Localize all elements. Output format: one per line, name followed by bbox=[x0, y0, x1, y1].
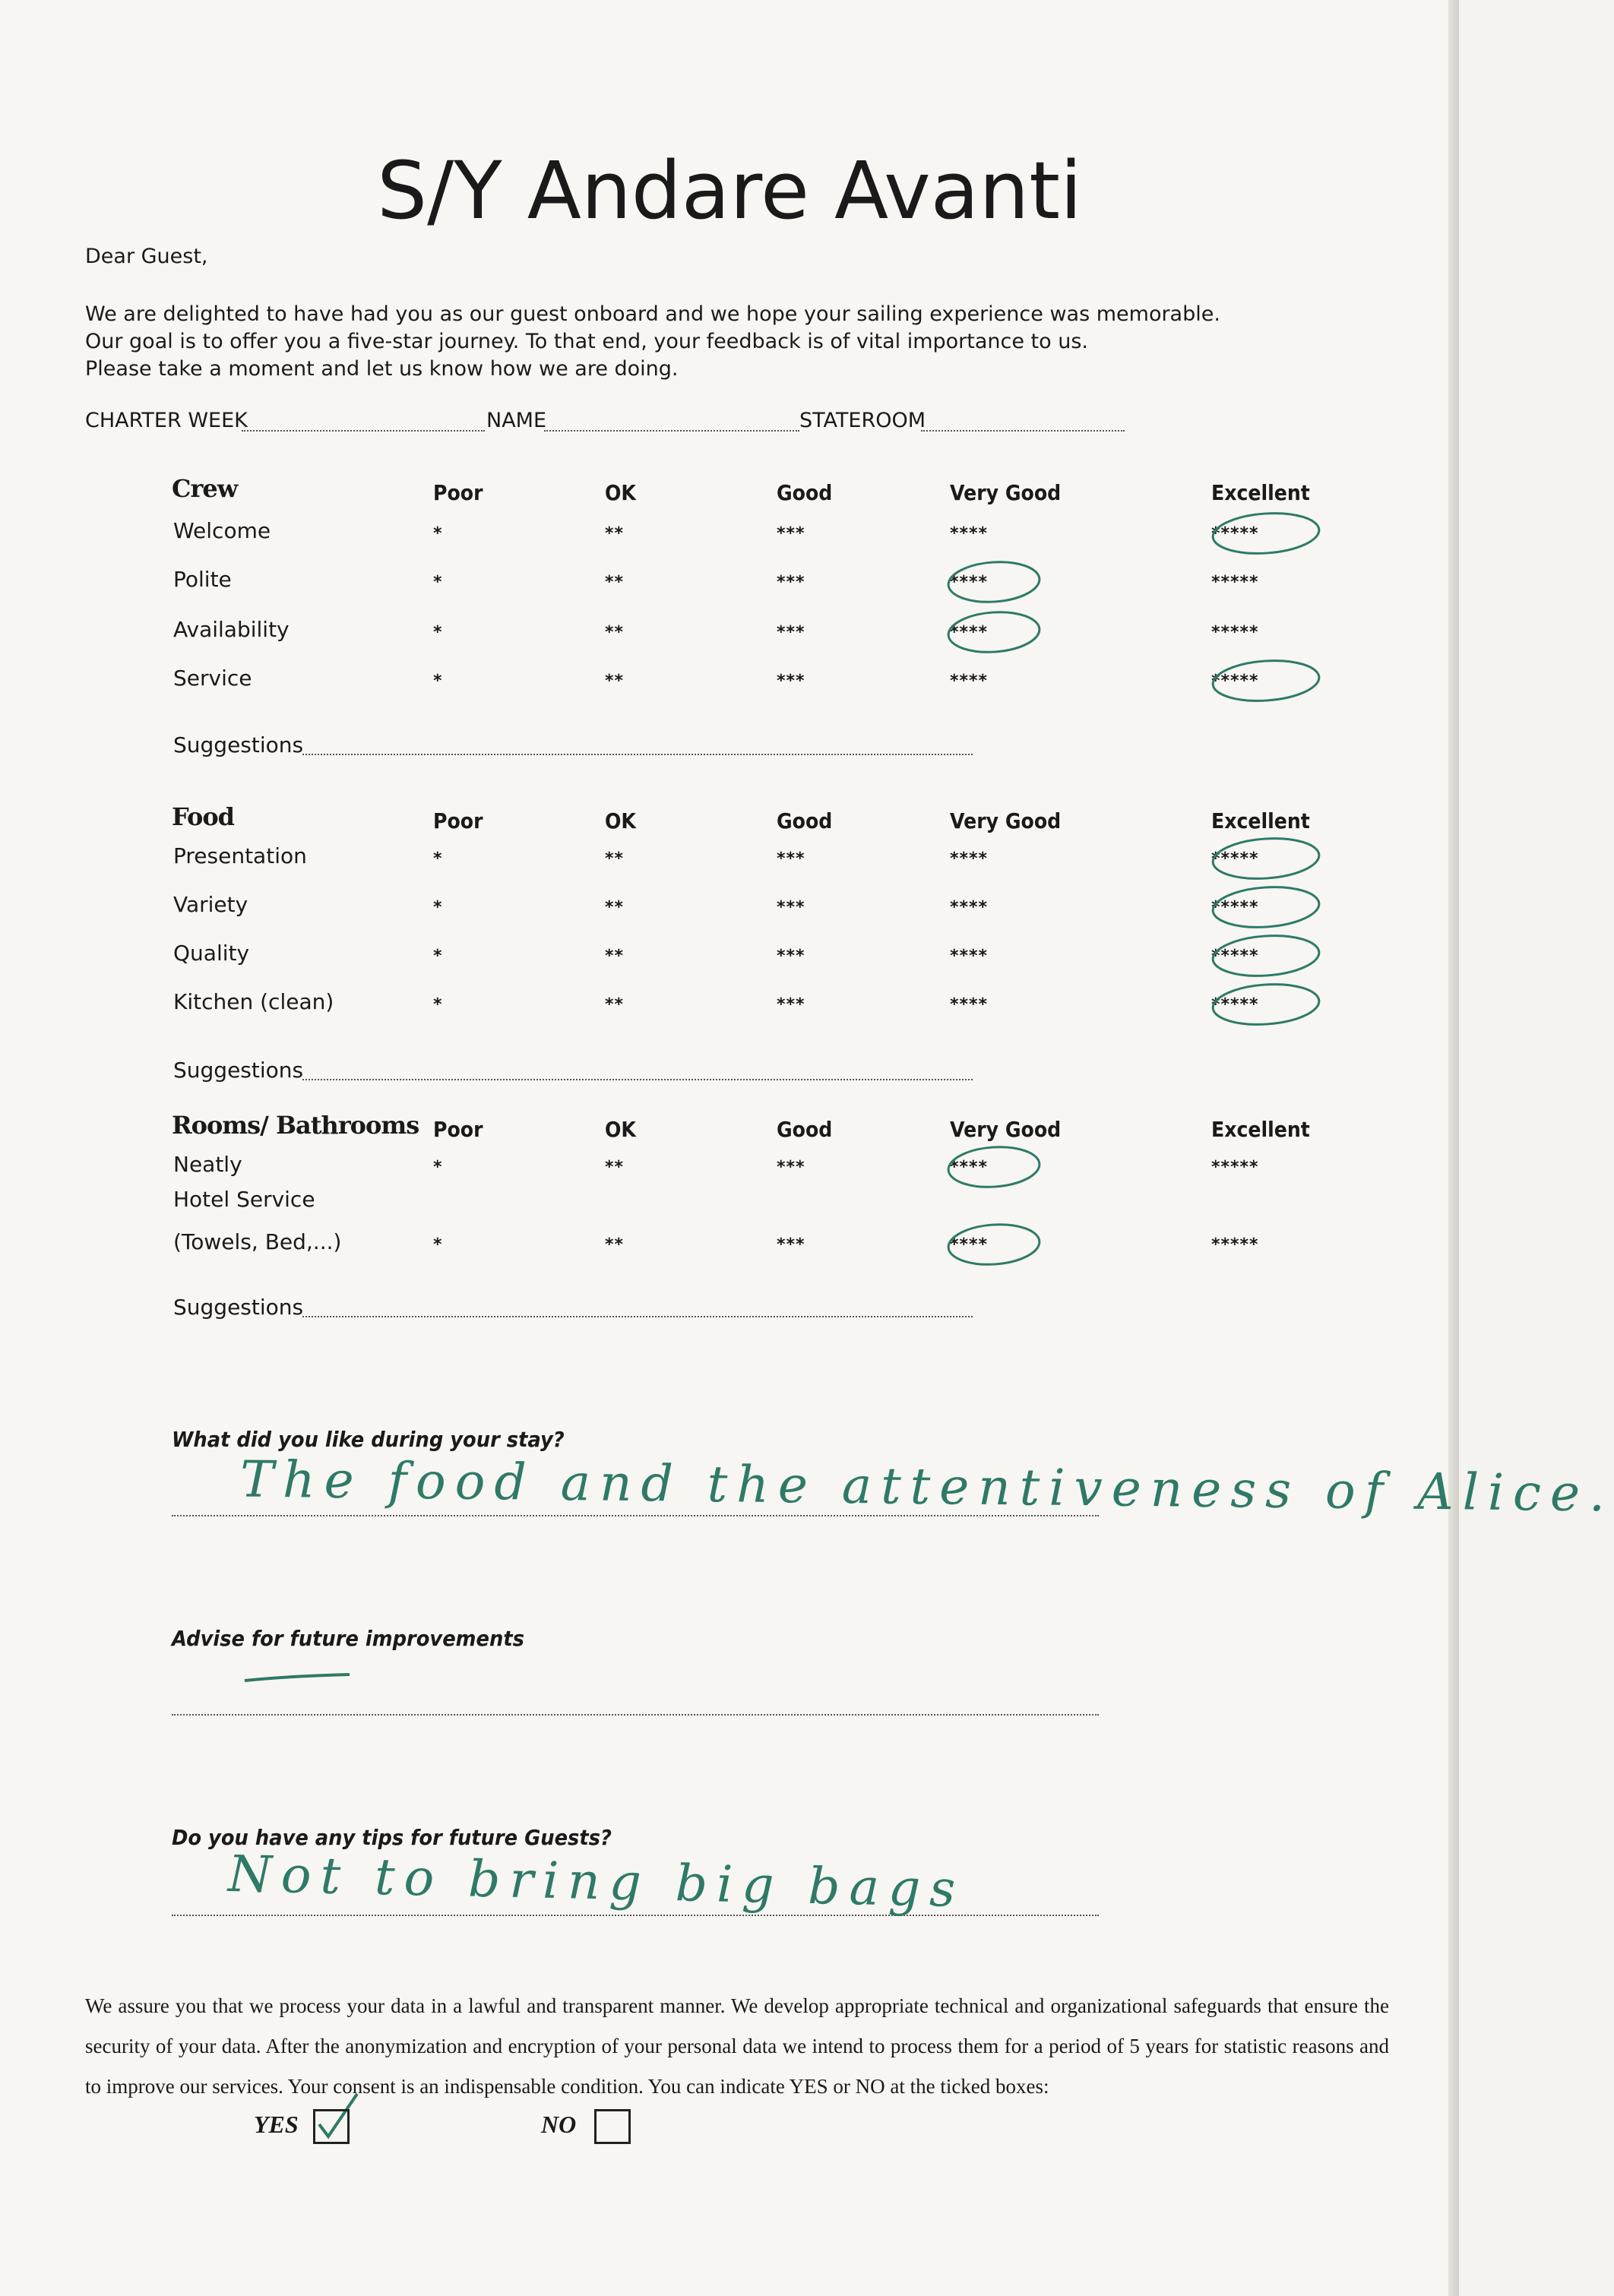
rating-option-1-stars[interactable]: * bbox=[433, 995, 443, 1014]
rating-option-2-stars[interactable]: ** bbox=[605, 623, 625, 642]
selected-rating-circle bbox=[947, 559, 1040, 605]
rating-item-label: Availability bbox=[173, 617, 290, 642]
rating-option-3-stars[interactable]: *** bbox=[777, 849, 805, 868]
rating-option-3-stars[interactable]: *** bbox=[777, 898, 805, 917]
rating-option-3-stars[interactable]: *** bbox=[777, 995, 805, 1014]
column-header-ok: OK bbox=[605, 1117, 636, 1142]
rating-option-3-stars[interactable]: *** bbox=[777, 947, 805, 966]
rating-option-1-stars[interactable]: * bbox=[433, 1235, 443, 1254]
rating-option-2-stars[interactable]: ** bbox=[605, 1235, 625, 1254]
consent-no-label: NO bbox=[541, 2111, 577, 2138]
selected-rating-circle bbox=[1211, 835, 1320, 882]
column-header-excellent: Excellent bbox=[1211, 1117, 1310, 1142]
suggestions-label: Suggestions bbox=[173, 732, 304, 757]
pen-stroke-mark bbox=[245, 1675, 350, 1681]
rating-option-5-stars[interactable]: ***** bbox=[1211, 1235, 1259, 1254]
rating-option-1-stars[interactable]: * bbox=[433, 947, 443, 966]
rating-option-2-stars[interactable]: ** bbox=[605, 947, 625, 966]
rating-option-4-stars[interactable]: **** bbox=[950, 947, 989, 966]
question-improvements: Advise for future improvements bbox=[172, 1626, 524, 1651]
consent-yes-checkbox[interactable] bbox=[313, 2109, 350, 2144]
rating-option-5-stars[interactable]: ***** bbox=[1211, 947, 1259, 966]
question-tips: Do you have any tips for future Guests? bbox=[172, 1825, 612, 1850]
rating-option-4-stars[interactable]: **** bbox=[950, 995, 989, 1014]
column-header-ok: OK bbox=[605, 480, 636, 505]
rating-option-1-stars[interactable]: * bbox=[433, 1158, 443, 1177]
rating-option-2-stars[interactable]: ** bbox=[605, 672, 625, 691]
rating-option-5-stars[interactable]: ***** bbox=[1211, 672, 1259, 691]
rating-option-5-stars[interactable]: ***** bbox=[1211, 524, 1259, 543]
rating-option-4-stars[interactable]: **** bbox=[950, 524, 989, 543]
column-header-excellent: Excellent bbox=[1211, 480, 1310, 505]
selected-rating-circle bbox=[947, 1222, 1040, 1267]
answer-tips: Not to bring big bags bbox=[227, 1844, 965, 1919]
suggestions-label: Suggestions bbox=[173, 1058, 304, 1083]
rating-item-label: Polite bbox=[173, 567, 232, 592]
rating-option-1-stars[interactable]: * bbox=[433, 623, 443, 642]
consent-yes-label: YES bbox=[254, 2111, 299, 2138]
rating-option-2-stars[interactable]: ** bbox=[605, 1158, 625, 1177]
selected-rating-circle bbox=[1211, 884, 1320, 931]
rating-item-label: Neatly bbox=[173, 1152, 242, 1177]
rating-option-4-stars[interactable]: **** bbox=[950, 849, 989, 868]
rating-option-3-stars[interactable]: *** bbox=[777, 623, 805, 642]
data-consent-text: We assure you that we process your data in a lawful and transparent manner. We develop appropriate technical and organizational safeguards that ensure the security of your data. After the anonymization and encryption of your personal data we intend to process them for a period of 5 years for statistic reasons and to improve our services. Your consent is an indispensable condition. You can indicate YES or NO at the ticked boxes: bbox=[85, 1994, 1389, 2098]
rating-option-2-stars[interactable]: ** bbox=[605, 849, 625, 868]
selected-rating-circle bbox=[1211, 981, 1320, 1028]
column-header-very-good: Very Good bbox=[950, 808, 1062, 833]
rating-option-2-stars[interactable]: ** bbox=[605, 573, 625, 592]
column-header-poor: Poor bbox=[433, 1117, 483, 1142]
rating-option-4-stars[interactable]: **** bbox=[950, 672, 989, 691]
rating-option-5-stars[interactable]: ***** bbox=[1211, 623, 1259, 642]
rating-item-label: Service bbox=[173, 666, 252, 691]
answer-liked: The food and the attentiveness of Alice. bbox=[239, 1450, 1614, 1523]
rating-option-3-stars[interactable]: *** bbox=[777, 1235, 805, 1254]
column-header-poor: Poor bbox=[433, 808, 483, 833]
column-header-very-good: Very Good bbox=[950, 1117, 1062, 1142]
column-header-excellent: Excellent bbox=[1211, 808, 1310, 833]
rating-option-2-stars[interactable]: ** bbox=[605, 995, 625, 1014]
selected-rating-circle bbox=[1211, 510, 1320, 557]
rating-item-label: Hotel Service bbox=[173, 1187, 315, 1212]
rating-option-5-stars[interactable]: ***** bbox=[1211, 1158, 1259, 1177]
selected-rating-circle bbox=[1211, 657, 1320, 704]
rating-option-1-stars[interactable]: * bbox=[433, 524, 443, 543]
rating-option-1-stars[interactable]: * bbox=[433, 573, 443, 592]
consent-no-checkbox[interactable] bbox=[594, 2109, 631, 2144]
column-header-good: Good bbox=[777, 480, 833, 505]
rating-option-2-stars[interactable]: ** bbox=[605, 524, 625, 543]
section-title-0: Crew bbox=[172, 474, 238, 503]
rating-option-1-stars[interactable]: * bbox=[433, 849, 443, 868]
rating-option-3-stars[interactable]: *** bbox=[777, 672, 805, 691]
rating-option-4-stars[interactable]: **** bbox=[950, 898, 989, 917]
column-header-poor: Poor bbox=[433, 480, 483, 505]
form-title: S/Y Andare Avanti bbox=[377, 144, 1082, 237]
column-header-good: Good bbox=[777, 1117, 833, 1142]
rating-item-label: (Towels, Bed,...) bbox=[173, 1229, 342, 1254]
intro-line-2: Our goal is to offer you a five-star journey. To that end, your feedback is of vital importance to us. bbox=[85, 330, 1089, 353]
rating-option-1-stars[interactable]: * bbox=[433, 672, 443, 691]
section-title-2: Rooms/ Bathrooms bbox=[172, 1111, 419, 1140]
rating-option-3-stars[interactable]: *** bbox=[777, 524, 805, 543]
selected-rating-circle bbox=[947, 609, 1040, 655]
selected-rating-circle bbox=[1211, 932, 1320, 979]
rating-item-label: Kitchen (clean) bbox=[173, 989, 334, 1014]
section-title-1: Food bbox=[172, 802, 235, 831]
charter-week-label: CHARTER WEEK bbox=[85, 409, 248, 432]
rating-item-label: Variety bbox=[173, 892, 248, 917]
name-label: NAME bbox=[486, 409, 547, 432]
intro-line-1: We are delighted to have had you as our guest onboard and we hope your sailing experience was memorable. bbox=[85, 302, 1220, 326]
rating-option-3-stars[interactable]: *** bbox=[777, 573, 805, 592]
rating-option-3-stars[interactable]: *** bbox=[777, 1158, 805, 1177]
rating-option-5-stars[interactable]: ***** bbox=[1211, 573, 1259, 592]
rating-option-1-stars[interactable]: * bbox=[433, 898, 443, 917]
greeting: Dear Guest, bbox=[85, 245, 208, 268]
rating-option-4-stars[interactable]: **** bbox=[950, 573, 989, 592]
stateroom-label: STATEROOM bbox=[799, 409, 926, 432]
rating-option-4-stars[interactable]: **** bbox=[950, 623, 989, 642]
column-header-good: Good bbox=[777, 808, 833, 833]
rating-item-label: Welcome bbox=[173, 518, 271, 543]
suggestions-label: Suggestions bbox=[173, 1295, 304, 1320]
intro-line-3: Please take a moment and let us know how we are doing. bbox=[85, 357, 679, 381]
rating-option-5-stars[interactable]: ***** bbox=[1211, 995, 1259, 1014]
selected-rating-circle bbox=[947, 1144, 1040, 1190]
answer-line-improvements[interactable] bbox=[172, 1714, 1099, 1716]
column-header-very-good: Very Good bbox=[950, 480, 1062, 505]
rating-item-label: Quality bbox=[173, 941, 250, 966]
rating-option-4-stars[interactable]: **** bbox=[950, 1235, 989, 1254]
rating-option-4-stars[interactable]: **** bbox=[950, 1158, 989, 1177]
rating-item-label: Presentation bbox=[173, 843, 307, 868]
rating-option-5-stars[interactable]: ***** bbox=[1211, 849, 1259, 868]
column-header-ok: OK bbox=[605, 808, 636, 833]
question-liked: What did you like during your stay? bbox=[172, 1427, 565, 1452]
rating-option-2-stars[interactable]: ** bbox=[605, 898, 625, 917]
rating-option-5-stars[interactable]: ***** bbox=[1211, 898, 1259, 917]
